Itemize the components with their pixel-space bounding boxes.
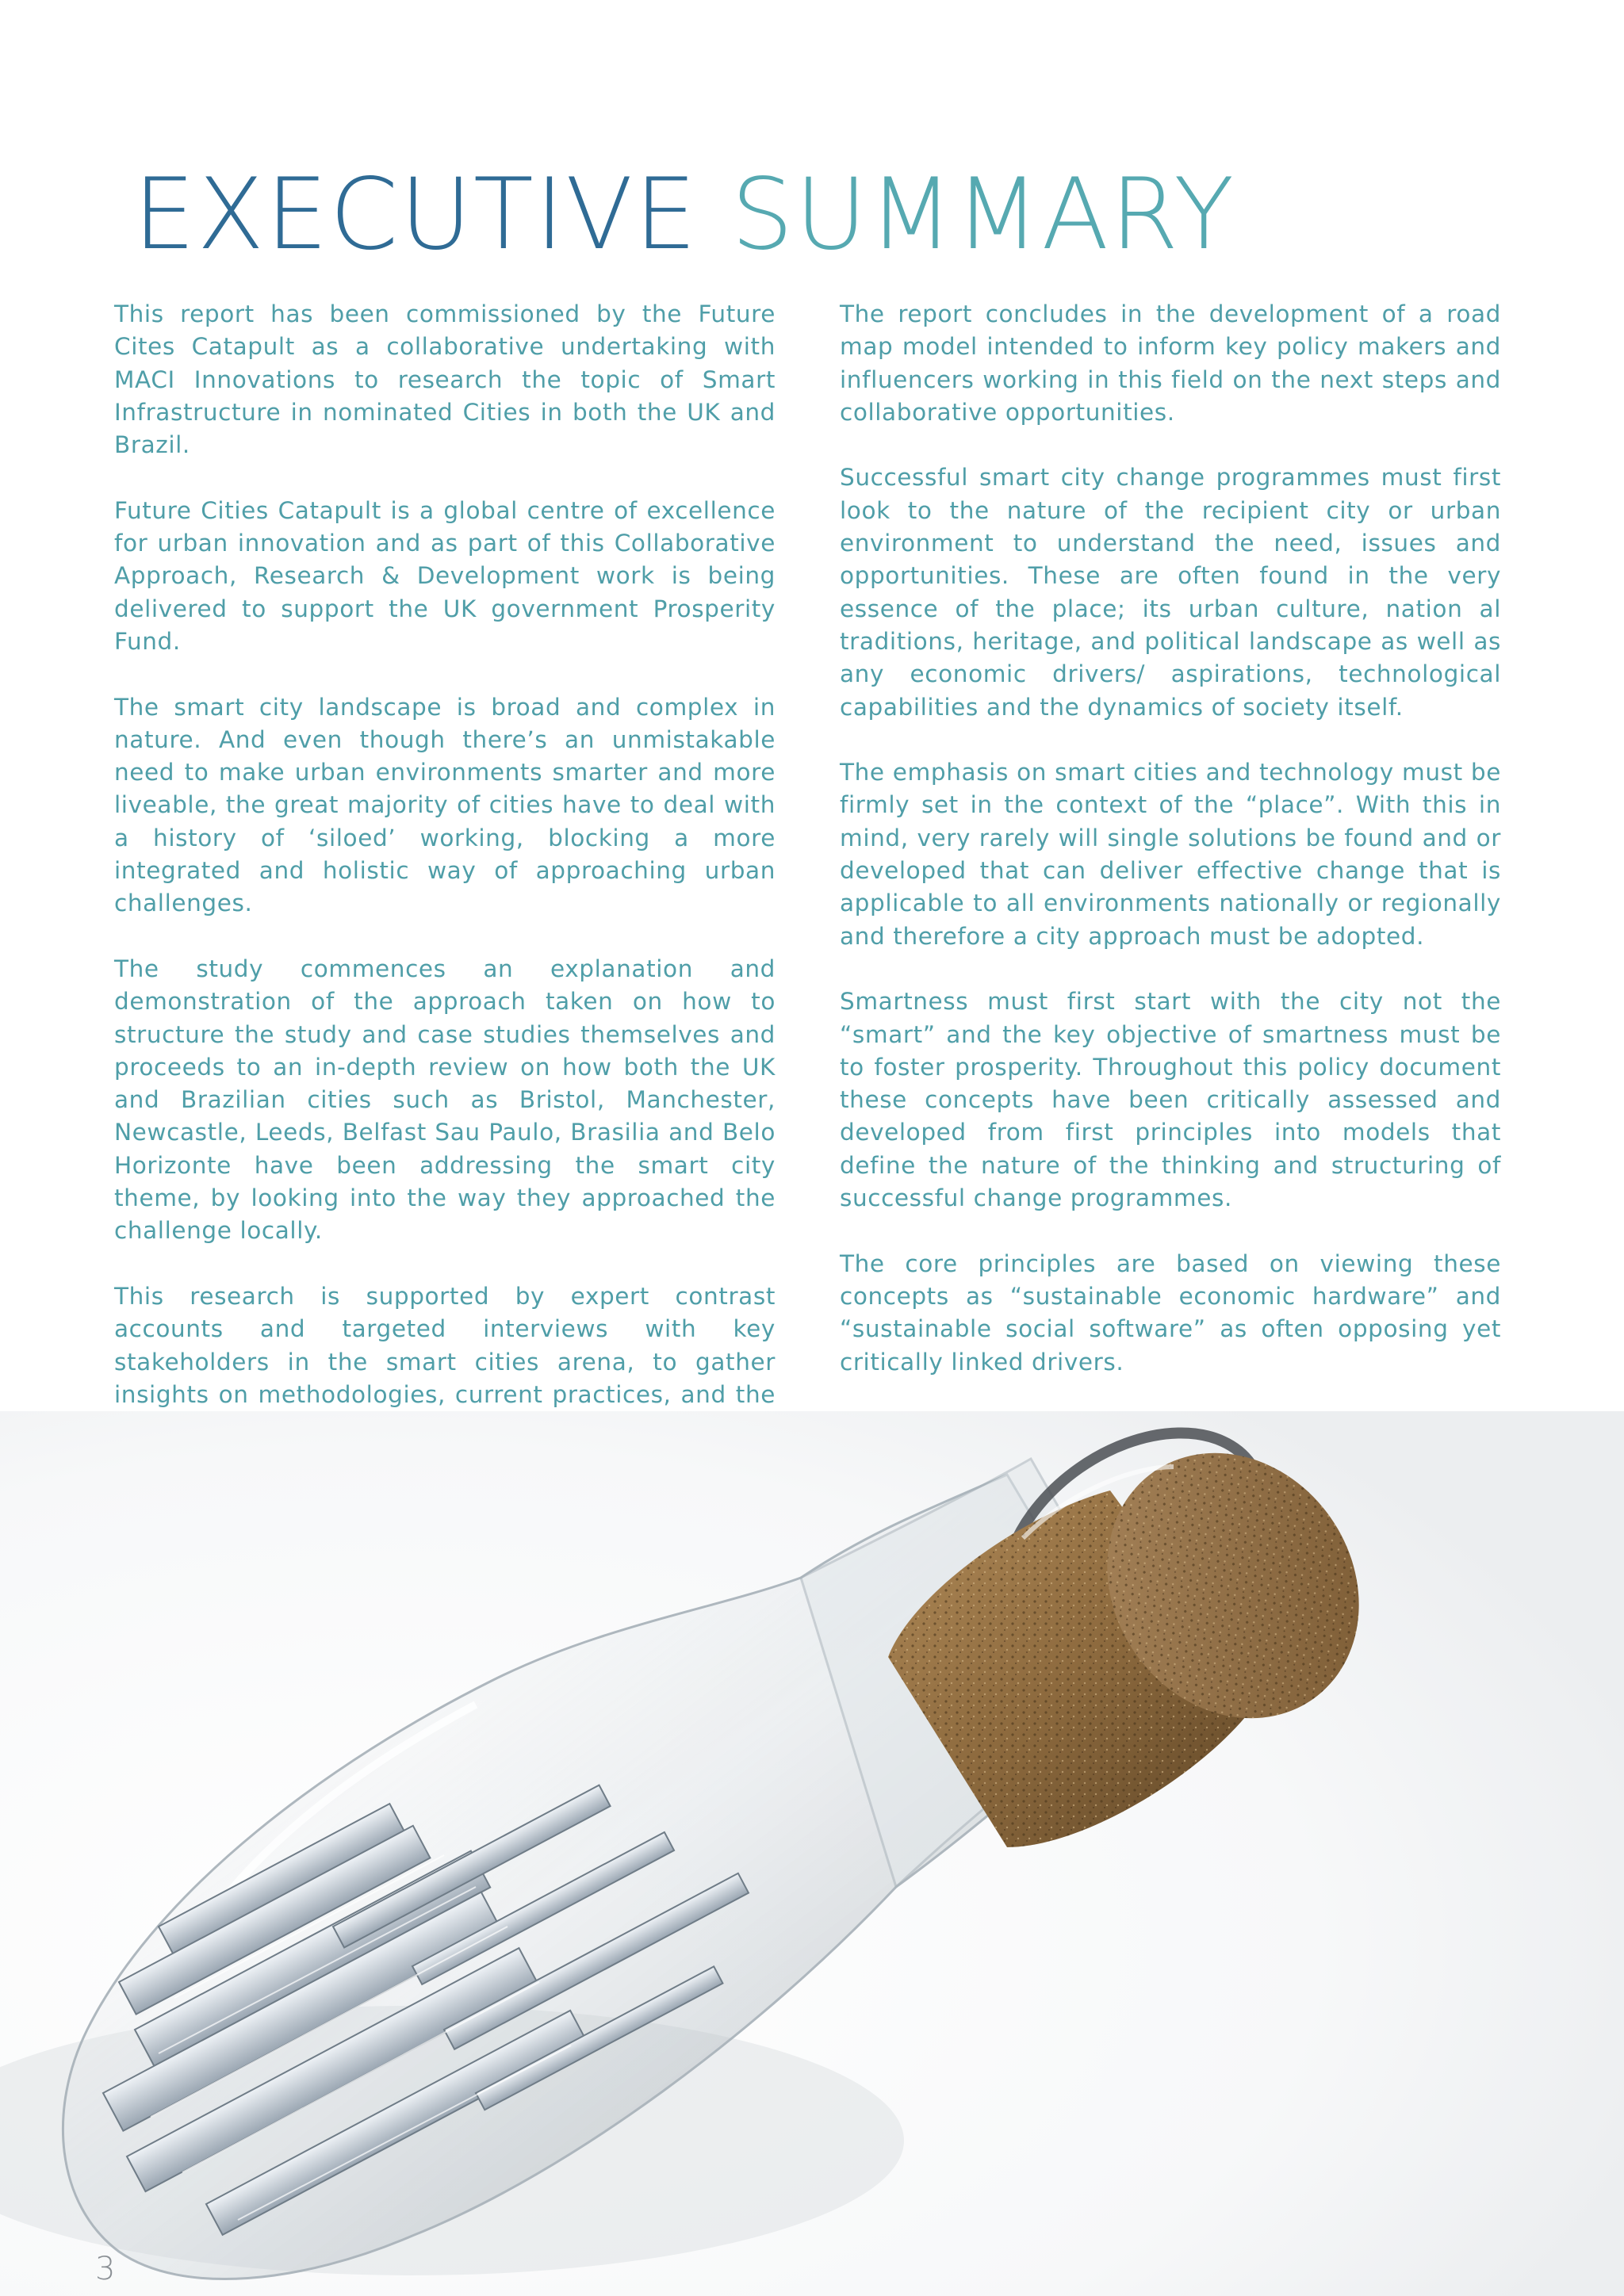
paragraph: The smart city landscape is broad and complex in nature. And even though there’s an unmistakable need to make urban environments smarter and more liveable, the great majority of cities have to deal with a history of ‘siloed’ working, blocking a more integrated and holistic way of approaching urban challenges.: [114, 693, 776, 917]
bottle-city-illustration: [0, 1411, 1624, 2296]
paragraph: Future Cities Catapult is a global centre of excellence for urban innovation and as part of this Collaborative Approach, Research & Development work is being delivered to support the UK government Prosperity Fund.: [114, 496, 776, 655]
paragraph: The study commences an explanation and demonstration of the approach taken on how to structure the study and case studies themselves and proceeds to an in-depth review on how both the UK and Brazilian cities such as Bristol, Manchester, Newcastle, Leeds, Belfast Sau Paulo, Brasilia and Belo Horizonte have been addressing the smart city theme, by looking into the way they approached the challenge locally.: [114, 955, 776, 1245]
paragraph: This report has been commissioned by the Future Cites Catapult as a collaborative undertaking with MACI Innovations to research the topic of Smart Infrastructure in nominated Cities in both the UK and Brazil.: [114, 300, 776, 459]
paragraph: Successful smart city change programmes must first look to the nature of the recipient city or urban environment to understand the need, issues and opportunities. These are often found in the very essence of the place; its urban culture, nation al traditions, heritage, and political landscape as well as any economic drivers/ aspirations, technological capabilities and the dynamics of society itself.: [840, 464, 1501, 721]
paragraph: The core principles are based on viewing these concepts as “sustainable economic hardware” and “sustainable social software” as often opposing yet critically linked drivers.: [840, 1249, 1501, 1376]
paragraph: The report concludes in the development of a road map model intended to inform key policy makers and influencers working in this field on the next steps and collaborative opportunities.: [840, 300, 1501, 426]
page-title: [133, 155, 1235, 274]
paragraph: The emphasis on smart cities and technology must be firmly set in the context of the “place”. With this in mind, very rarely will single solutions be found and or developed that can deliver effective change that is applicable to all environments nationally or regionally and therefore a city approach must be adopted.: [840, 759, 1501, 950]
title-word-executive: EXECUTIVE: [133, 158, 699, 272]
paragraph: This research is supported by expert contrast accounts and targeted interviews with key stakeholders in the smart cities arena, to gather insights on methodologies, current practices, and the: [114, 1282, 776, 1408]
page-number: 3: [95, 2251, 116, 2287]
paragraph: Smartness must first start with the city not the “smart” and the key objective of smartness must be to foster prosperity. Throughout this policy document these concepts have been critically assessed and developed from first principles into models that define the nature of the thinking and structuring of successful change programmes.: [840, 988, 1501, 1212]
title-word-summary: SUMMARY: [730, 158, 1236, 272]
